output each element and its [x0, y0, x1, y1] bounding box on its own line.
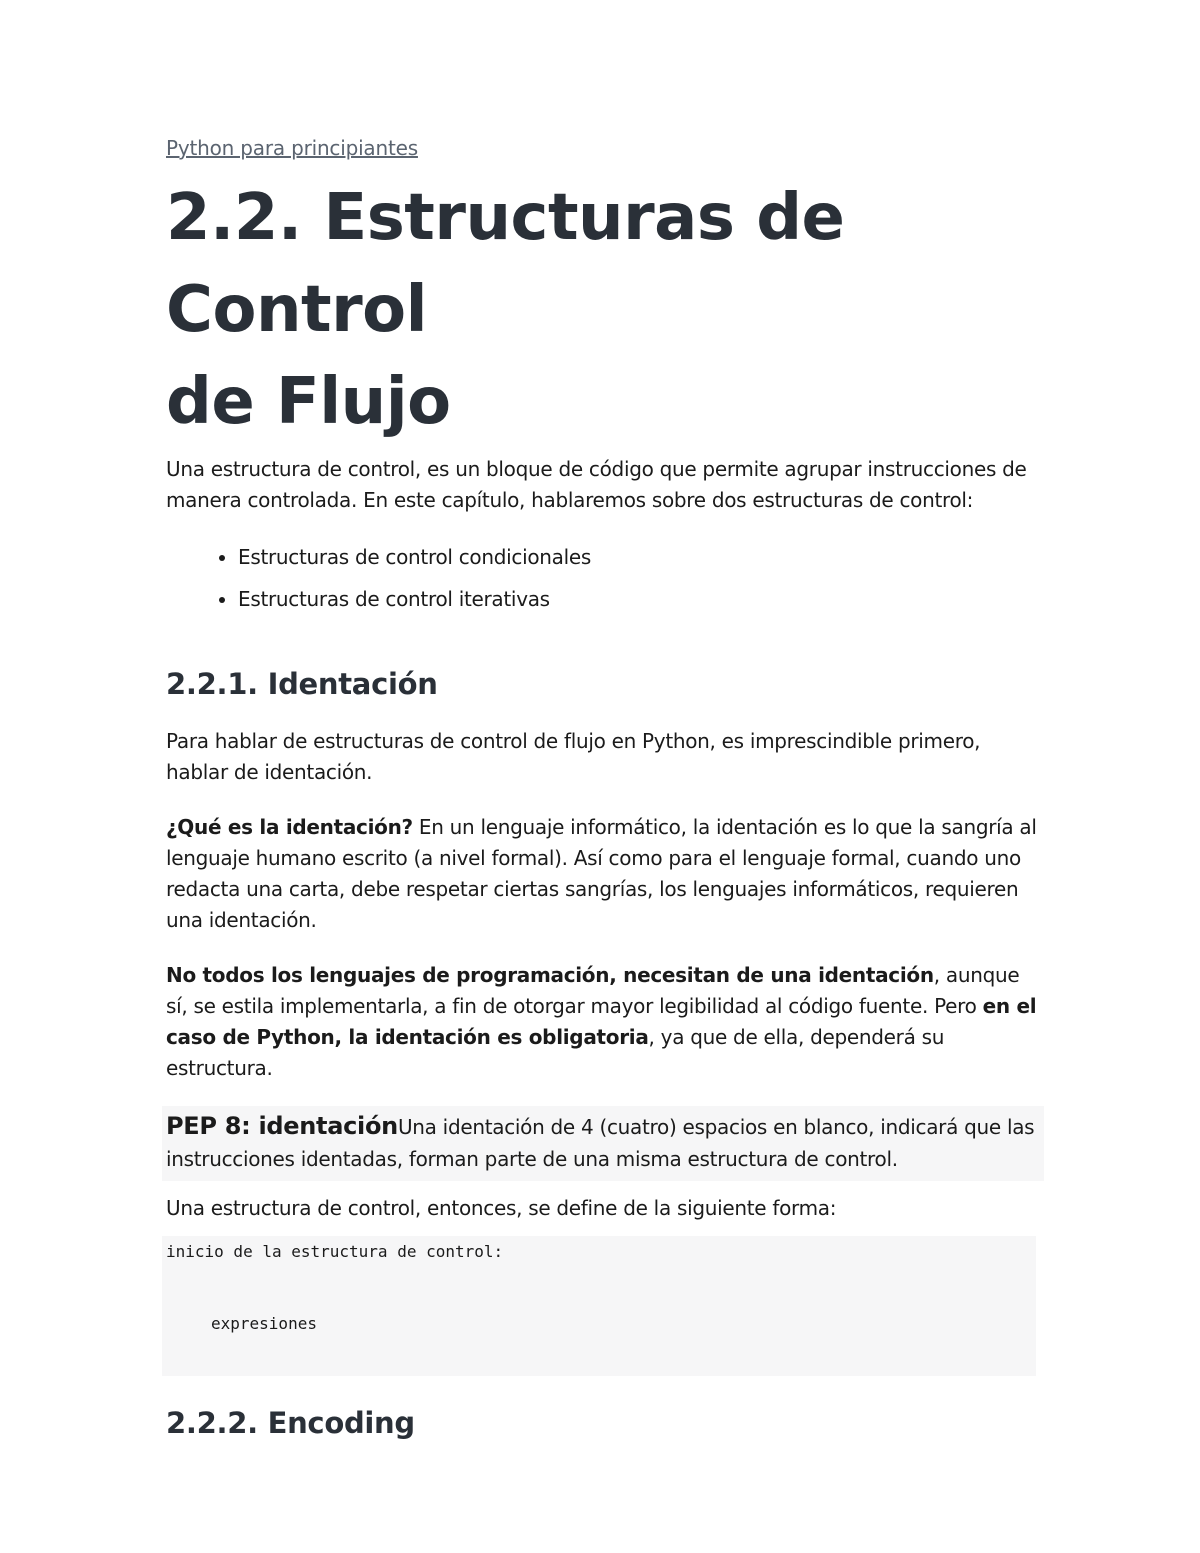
bold-text: en el caso de Python, la identación es obligatoria — [166, 994, 1037, 1049]
list-item: • Estructuras de control condicionales — [238, 536, 1046, 578]
pep8-text: Una identación de 4 (cuatro) espacios en blanco, indicará que las instrucciones identadas, forman parte de una misma estructura de control. — [166, 1115, 1035, 1171]
paragraph-text: , aunque sí, se estila implementarla, a fin de otorgar mayor legibilidad al código fuente. Pero — [166, 963, 1020, 1018]
list-item: • Estructuras de control iterativas — [238, 578, 1046, 620]
page-title — [166, 172, 1046, 448]
code-line: inicio de la estructura de control: — [166, 1242, 504, 1261]
paragraph-no-todos — [166, 960, 1046, 1084]
paragraph-que-es — [166, 812, 1046, 936]
pep8-note — [162, 1106, 1044, 1181]
page-title-line2: de Flujo — [166, 365, 451, 439]
intro-paragraph: Una estructura de control, es un bloque de código que permite agrupar instrucciones de manera controlada. En este capítulo, hablaremos sobre dos estructuras de control: — [166, 457, 1027, 512]
paragraph-text: , ya que de ella, dependerá su estructura. — [166, 1025, 945, 1080]
breadcrumb-link[interactable]: Python para principiantes — [166, 136, 418, 160]
code-block — [162, 1236, 1036, 1376]
bold-text: No todos los lenguajes de programación, necesitan de una identación — [166, 963, 934, 987]
control-structures-list — [166, 536, 1046, 620]
paragraph-define: Una estructura de control, entonces, se define de la siguiente forma: — [166, 1196, 837, 1220]
section-heading-encoding: 2.2.2. Encoding — [166, 1406, 415, 1440]
paragraph-text: En un lenguaje informático, la identación es lo que la sangría al lenguaje humano escrito (a nivel formal). Así como para el lenguaje formal, cuando uno redacta una carta, debe respetar ciertas sangrías, los lenguajes informáticos, requieren una identación. — [166, 815, 1037, 932]
bold-question: ¿Qué es la identación? — [166, 815, 413, 839]
pep8-title: PEP 8: identación — [166, 1112, 398, 1140]
section-heading-identacion: 2.2.1. Identación — [166, 667, 438, 701]
page-title-line1: 2.2. Estructuras de Control — [166, 181, 845, 347]
document-page — [166, 136, 1046, 1448]
code-line: expresiones — [211, 1314, 317, 1333]
paragraph-hablar: Para hablar de estructuras de control de flujo en Python, es imprescindible primero, hablar de identación. — [166, 729, 981, 784]
